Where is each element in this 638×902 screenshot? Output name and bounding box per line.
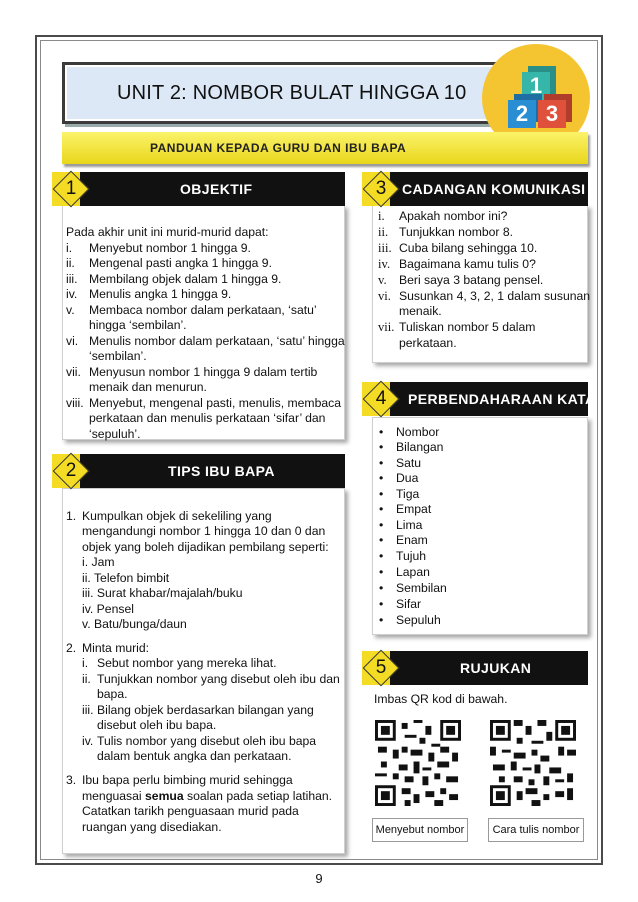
vocab-item: • Empat	[396, 502, 431, 518]
perbendaharaan-title: PERBENDAHARAAN KATA	[408, 391, 596, 407]
rujukan-number: 5	[375, 657, 387, 678]
qr-label-menyebut-nombor: Menyebut nombor	[372, 818, 468, 842]
vocab-item: • Sepuluh	[396, 613, 441, 629]
perbendaharaan-number: 4	[375, 388, 387, 409]
obj-text: ‘sepuluh’.	[89, 427, 141, 441]
obj-marker: vii.	[66, 365, 81, 379]
emphasis-semua: semua	[145, 789, 184, 803]
objektif-intro: Pada akhir unit ini murid-murid dapat:	[66, 225, 269, 239]
qr-code-cara-tulis-nombor[interactable]	[490, 720, 576, 806]
objektif-title: OBJEKTIF	[180, 181, 253, 197]
obj-marker: iv.	[66, 287, 78, 301]
obj-text: Menulis angka 1 hingga 9.	[89, 287, 232, 301]
qr-label-cara-tulis-nombor: Cara tulis nombor	[488, 818, 584, 842]
vocab-item: • Dua	[396, 471, 418, 487]
obj-text: ‘sembilan’.	[89, 349, 147, 363]
obj-text: Membilang objek dalam 1 hingga 9.	[89, 272, 282, 286]
tips-number: 2	[65, 460, 77, 481]
rujukan-title: RUJUKAN	[460, 660, 532, 676]
rujukan-header	[362, 651, 588, 685]
obj-marker: vi.	[66, 334, 79, 348]
obj-marker: ii.	[66, 256, 75, 270]
vocab-item: • Tiga	[396, 487, 419, 503]
komunikasi-title: CADANGAN KOMUNIKASI	[402, 181, 586, 197]
obj-text: perkataan dan menulis perkataan ‘sifar’ dan	[89, 411, 326, 425]
obj-text: menaik dan menurun.	[89, 380, 207, 394]
obj-marker: viii.	[66, 396, 84, 410]
objektif-header	[52, 172, 345, 206]
obj-text: Mengenal pasti angka 1 hingga 9.	[89, 256, 272, 270]
qr-code-menyebut-nombor[interactable]	[375, 720, 461, 806]
guide-banner-text: PANDUAN KEPADA GURU DAN IBU BAPA	[150, 141, 407, 155]
page-number: 9	[315, 871, 323, 886]
guide-banner	[62, 132, 588, 164]
cube-2: 2	[508, 100, 536, 128]
obj-text: hingga ‘sembilan’.	[89, 318, 187, 332]
vocab-item: • Bilangan	[396, 440, 443, 456]
obj-text: Menyebut, mengenal pasti, menulis, membaca	[89, 396, 342, 410]
vocab-item: • Sifar	[396, 597, 421, 613]
vocab-item: • Sembilan	[396, 581, 447, 597]
obj-text: Membaca nombor dalam perkataan, ‘satu’	[89, 303, 317, 317]
vocab-item: • Satu	[396, 456, 421, 472]
tips-title: TIPS IBU BAPA	[168, 463, 275, 479]
cube-3: 3	[538, 100, 566, 128]
obj-text: Menulis nombor dalam perkataan, ‘satu’ hingga	[89, 334, 345, 348]
vocab-item: • Enam	[396, 533, 428, 549]
unit-title-box	[62, 62, 502, 124]
obj-marker: iii.	[66, 272, 78, 286]
obj-text: Menyebut nombor 1 hingga 9.	[89, 241, 251, 255]
objektif-number: 1	[65, 178, 77, 199]
cube-1: 1	[522, 72, 550, 100]
tips-header	[52, 454, 345, 488]
perbendaharaan-header	[362, 382, 596, 416]
komunikasi-number: 3	[375, 178, 387, 199]
unit-title: UNIT 2: NOMBOR BULAT HINGGA 10	[117, 82, 467, 104]
vocab-item: • Nombor	[396, 425, 439, 441]
obj-marker: v.	[66, 303, 75, 317]
vocab-item: • Lima	[396, 518, 422, 534]
komunikasi-header	[362, 172, 588, 206]
vocab-item: • Tujuh	[396, 549, 426, 565]
vocab-item: • Lapan	[396, 565, 430, 581]
obj-text: Menyusun nombor 1 hingga 9 dalam tertib	[89, 365, 318, 379]
rujukan-intro: Imbas QR kod di bawah.	[374, 692, 508, 706]
obj-marker: i.	[66, 241, 73, 255]
